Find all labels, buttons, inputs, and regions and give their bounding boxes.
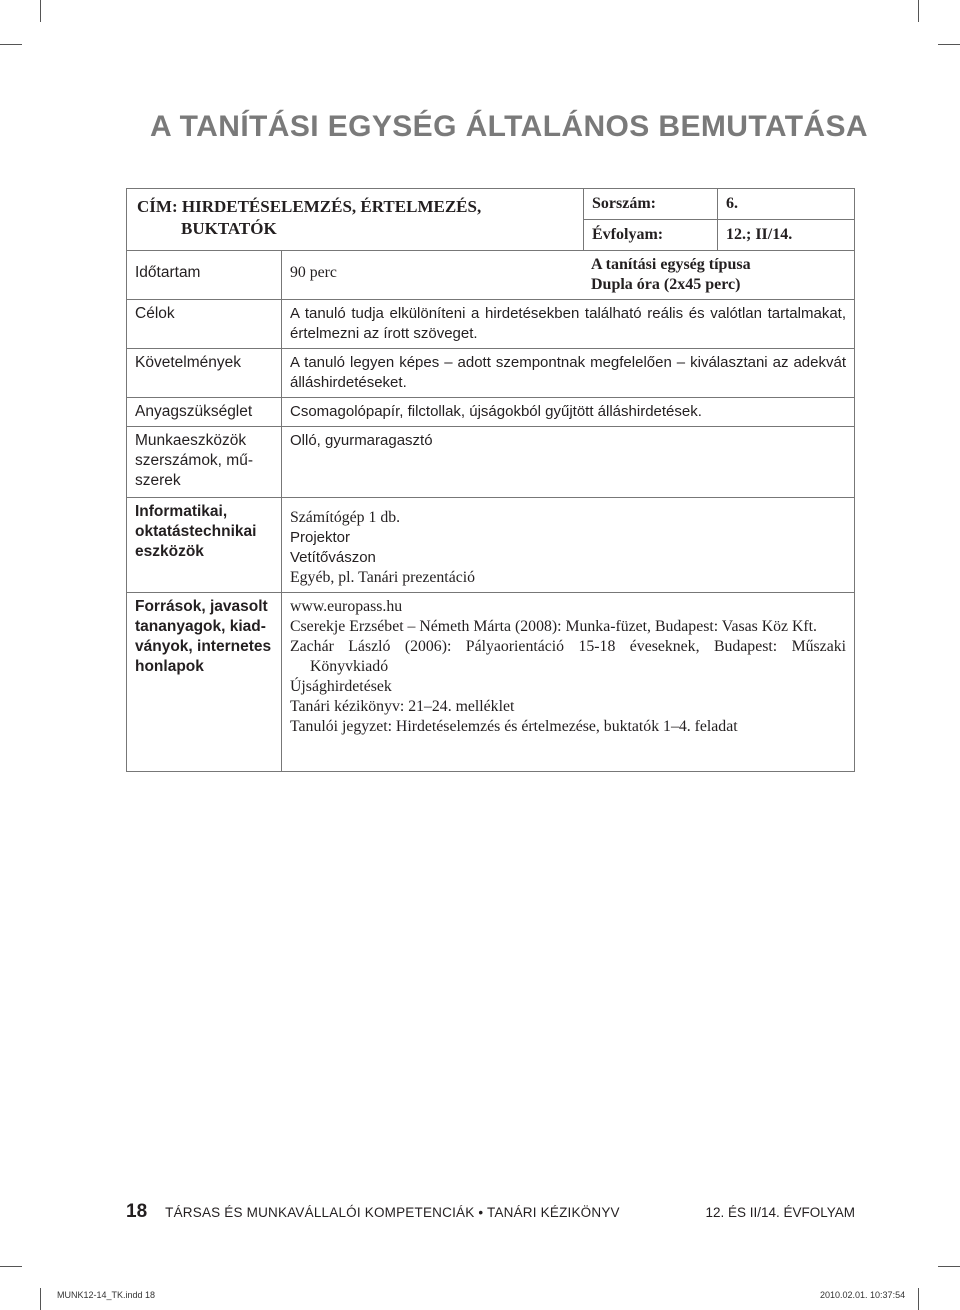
row-informatikai	[127, 498, 855, 593]
footer-grade: 12. ÉS II/14. ÉVFOLYAM	[705, 1204, 855, 1220]
label-informatikai: Informatikai, oktatástechnikai eszközök	[127, 498, 282, 593]
page-footer	[126, 1198, 855, 1226]
list-item: Cserekje Erzsébet – Németh Márta (2008): Munka-füzet, Budapest: Vasas Köz Kft.	[290, 618, 817, 635]
label-celok: Célok	[127, 300, 282, 349]
page-number: 18	[126, 1201, 148, 1222]
sorszam-label: Sorszám:	[583, 189, 717, 220]
evfolyam-label: Évfolyam:	[583, 220, 717, 250]
label-idotartam: Időtartam	[127, 251, 282, 300]
lesson-title: CÍM: HIRDETÉSELEMZÉS, ÉRTELMEZÉS, BUKTATÓK	[137, 197, 482, 238]
crop-mark	[938, 1266, 960, 1267]
label-anyagszukseglet: Anyagszükséglet	[127, 398, 282, 427]
row-idotartam	[127, 251, 855, 300]
list-item: Számítógép 1 db.	[290, 509, 401, 526]
list-item: Újsághirdetések	[290, 678, 392, 695]
row-forrasok	[127, 593, 855, 772]
footer-title: TÁRSAS ÉS MUNKAVÁLLALÓI KOMPETENCIÁK • TANÁRI KÉZIKÖNYV	[165, 1204, 620, 1220]
header-row	[127, 189, 855, 251]
list-item: Tanári kézikönyv: 21–24. melléklet	[290, 698, 515, 715]
crop-mark	[918, 1288, 919, 1310]
list-item: Tanulói jegyzet: Hirdetéselemzés és értelmezése, buktatók 1–4. feladat	[290, 718, 738, 735]
label-kovetelmenyek: Követelmények	[127, 349, 282, 398]
slug-file: MUNK12-14_TK.indd 18	[57, 1290, 156, 1300]
crop-mark	[918, 0, 919, 22]
crop-mark	[40, 0, 41, 22]
duration-value: 90 perc	[290, 264, 337, 281]
crop-mark	[40, 1288, 41, 1310]
it-tools-list	[282, 498, 855, 593]
row-munkaeszkozok	[127, 427, 855, 498]
page-title: A TANÍTÁSI EGYSÉG ÁLTALÁNOS BEMUTATÁSA	[150, 110, 868, 143]
label-munkaeszkozok: Munkaeszközök szerszámok, mű- szerek	[127, 427, 282, 498]
lesson-plan-table	[126, 188, 855, 772]
crop-mark	[938, 44, 960, 45]
lesson-meta	[583, 189, 854, 250]
list-item: Projektor	[290, 529, 351, 546]
tools-value: Olló, gyurmaragasztó	[282, 427, 855, 498]
crop-mark	[0, 1266, 22, 1267]
evfolyam-value: 12.; II/14.	[717, 220, 854, 250]
row-anyagszukseglet	[127, 398, 855, 427]
crop-mark	[0, 44, 22, 45]
lesson-type: A tanítási egység típusa Dupla óra (2x45 perc)	[591, 256, 751, 293]
list-item: Vetítővászon	[290, 549, 376, 566]
row-kovetelmenyek	[127, 349, 855, 398]
list-item: Zachár László (2006): Pályaorientáció 15-18 éveseknek, Budapest: Műszaki Könyvkiadó	[290, 638, 846, 675]
list-item: Egyéb, pl. Tanári prezentáció	[290, 569, 476, 586]
requirements-value: A tanuló legyen képes – adott szempontnak megfelelően – kiválasztani az adekvát álláshirdetéseket.	[282, 349, 855, 398]
materials-value: Csomagolópapír, filctollak, újságokból gyűjtött álláshirdetések.	[282, 398, 855, 427]
list-item: www.europass.hu	[290, 598, 403, 615]
sorszam-value: 6.	[717, 189, 854, 220]
goals-value: A tanuló tudja elkülöníteni a hirdetésekben található reális és valótlan tartalmakat, értelmezni az írott szöveget.	[282, 300, 855, 349]
label-forrasok: Források, javasolt tananyagok, kiad- ványok, internetes honlapok	[127, 593, 282, 772]
row-celok	[127, 300, 855, 349]
slug-date: 2010.02.01. 10:37:54	[820, 1290, 906, 1300]
sources-list	[282, 593, 855, 772]
